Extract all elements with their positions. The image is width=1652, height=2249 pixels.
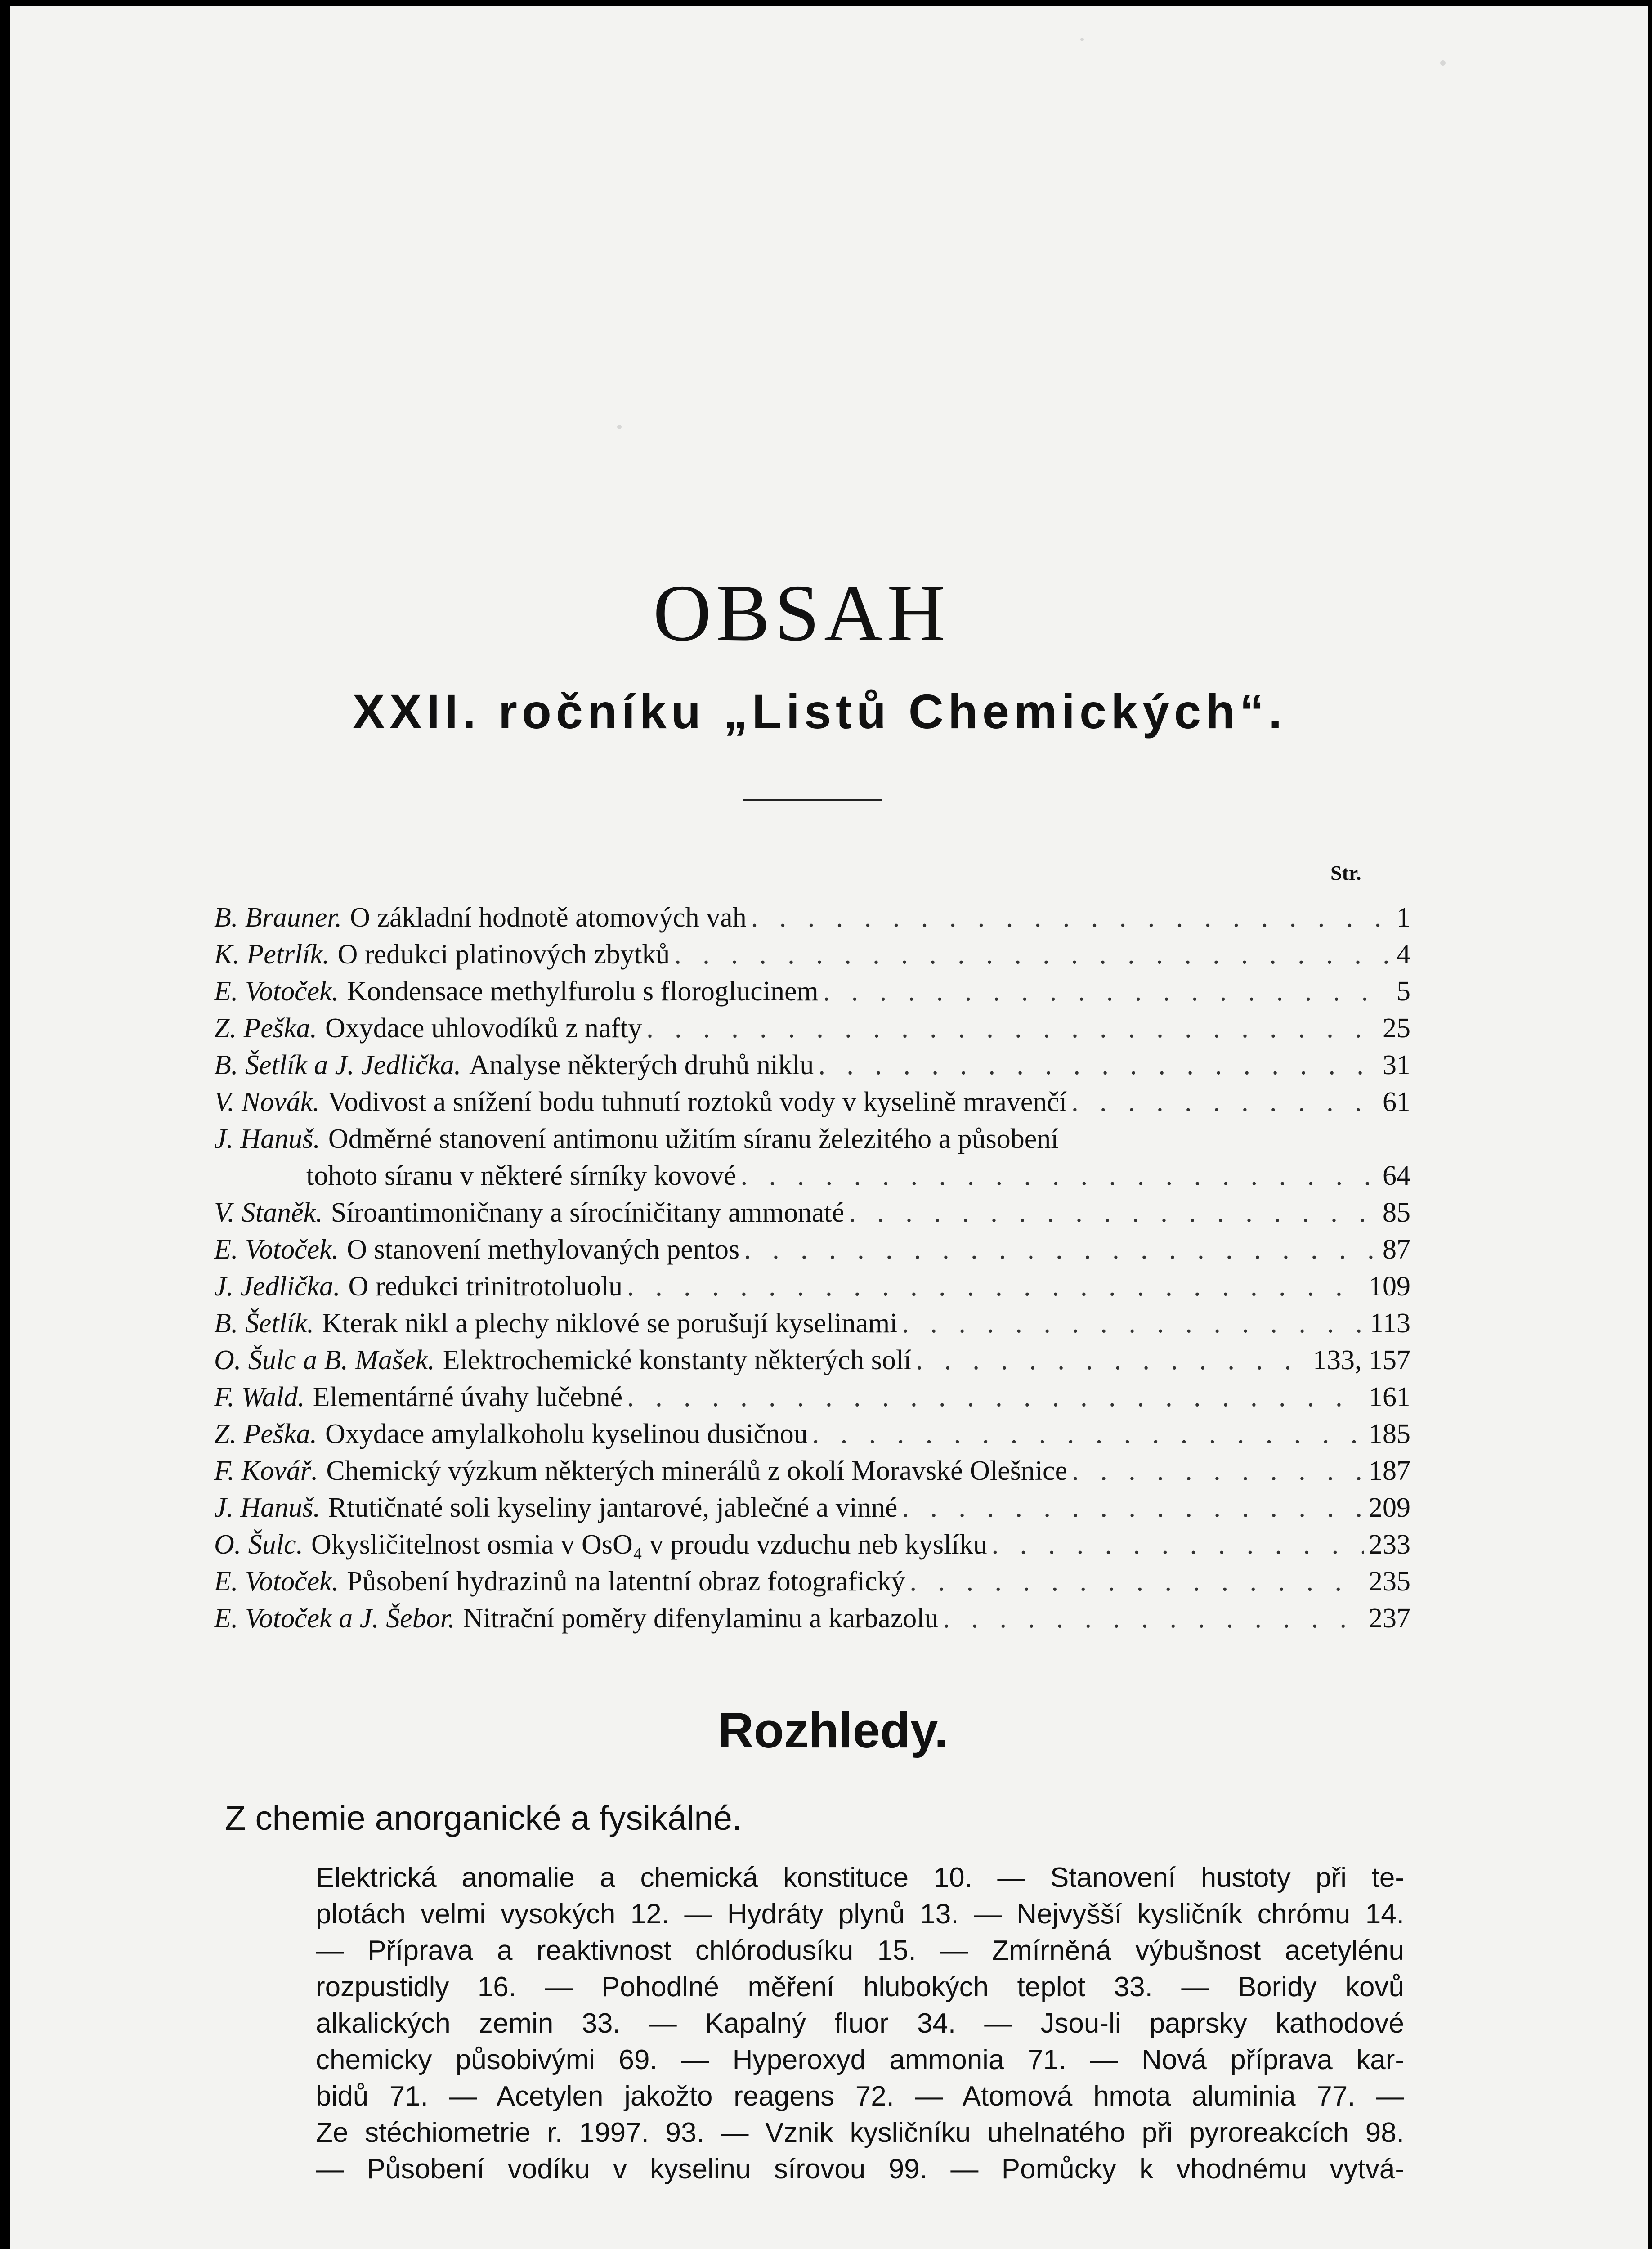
toc-entry xyxy=(214,1342,1410,1379)
toc-entry xyxy=(214,1084,1410,1120)
toc-title: Analyse některých druhů niklu xyxy=(469,1050,814,1080)
toc-title: O základní hodnotě atomových vah xyxy=(350,902,747,933)
toc-leader-dots xyxy=(744,1231,1378,1268)
toc-leader-dots xyxy=(812,1416,1364,1452)
scan-speck xyxy=(1080,38,1084,41)
toc-author: E. Votoček a J. Šebor. xyxy=(214,1603,455,1634)
toc-leader-dots xyxy=(627,1379,1364,1416)
toc-title-continuation: tohoto síranu v některé sírníky kovové xyxy=(306,1160,736,1191)
toc-title: Oxydace amylalkoholu kyselinou dusičnou xyxy=(325,1419,808,1449)
toc-author: E. Votoček. xyxy=(214,1234,339,1265)
toc-author: J. Hanuš. xyxy=(214,1124,320,1154)
toc-page-number: 235 xyxy=(1369,1566,1410,1597)
toc-leader-dots xyxy=(1072,1452,1364,1489)
toc-title: Elektrochemické konstanty některých solí xyxy=(443,1345,912,1375)
toc-page-number: 161 xyxy=(1369,1382,1410,1412)
toc-title: Síroantimoničnany a sírocíničitany ammonaté xyxy=(331,1197,845,1228)
toc-page-number: 109 xyxy=(1369,1271,1410,1302)
toc-author: V. Novák. xyxy=(214,1087,320,1117)
toc-author: F. Wald. xyxy=(214,1382,305,1412)
paragraph-line: plotách velmi vysokých 12. — Hydráty plynů 13. — Nejvyšší kysličník chrómu 14. xyxy=(316,1899,1404,1930)
toc-page-number: 61 xyxy=(1383,1087,1410,1117)
toc-leader-dots xyxy=(646,1010,1378,1047)
page-column-label: Str. xyxy=(1330,861,1361,884)
toc-leader-dots xyxy=(916,1342,1308,1379)
toc-page-number: 209 xyxy=(1369,1492,1410,1523)
toc-leader-dots xyxy=(902,1489,1364,1526)
toc-page-number: 85 xyxy=(1383,1197,1410,1228)
scan-speck xyxy=(1440,60,1446,66)
toc-title: O stanovení methylovaných pentos xyxy=(347,1234,740,1265)
toc-leader-dots xyxy=(674,936,1392,973)
toc-author: O. Šulc. xyxy=(214,1529,304,1560)
toc-entry xyxy=(214,899,1410,936)
paragraph-line: chemicky působivými 69. — Hyperoxyd ammonia 71. — Nová příprava kar- xyxy=(316,2044,1404,2075)
toc-entry xyxy=(214,1047,1410,1084)
paragraph-line: — Příprava a reaktivnost chlórodusíku 15. — Zmírněná výbušnost acetylénu xyxy=(316,1935,1404,1966)
toc-title: Nitrační poměry difenylaminu a karbazolu xyxy=(463,1603,939,1634)
toc-title: Okysličitelnost osmia v OsO₄ v proudu vzduchu neb kyslíku xyxy=(311,1529,987,1560)
paragraph-line: — Působení vodíku v kyselinu sírovou 99. — Pomůcky k vhodnému vytvá- xyxy=(316,2154,1404,2185)
toc-author: K. Petrlík. xyxy=(214,939,330,970)
toc-leader-dots xyxy=(1071,1084,1378,1120)
toc-page-number: 5 xyxy=(1397,976,1410,1007)
toc-author: J. Jedlička. xyxy=(214,1271,340,1302)
scan-speck xyxy=(617,425,622,429)
toc-title: Vodivost a snížení bodu tuhnutí roztoků vody v kyselině mravenčí xyxy=(327,1087,1067,1117)
title-divider xyxy=(743,799,882,801)
page-title: OBSAH xyxy=(653,568,950,658)
toc-author: O. Šulc a B. Mašek. xyxy=(214,1345,435,1375)
page-subtitle: XXII. ročníku „Listů Chemických“. xyxy=(352,684,1287,739)
toc-author: B. Šetlík. xyxy=(214,1308,314,1339)
toc-title: Kondensace methylfurolu s floroglucinem xyxy=(347,976,819,1007)
toc-entry xyxy=(214,1416,1410,1452)
toc-leader-dots xyxy=(902,1305,1365,1342)
section-subheading: Z chemie anorganické a fysikálné. xyxy=(225,1799,742,1837)
paragraph-line: Elektrická anomalie a chemická konstituce 10. — Stanovení hustoty při te- xyxy=(316,1862,1404,1893)
toc-entry xyxy=(214,1452,1410,1489)
toc-leader-dots xyxy=(943,1600,1364,1637)
toc-page-number: 64 xyxy=(1383,1160,1410,1191)
toc-leader-dots xyxy=(741,1157,1378,1194)
toc-title: O redukci trinitrotoluolu xyxy=(348,1271,623,1302)
toc-leader-dots xyxy=(627,1268,1364,1305)
toc-entry xyxy=(214,1268,1410,1305)
toc-author: V. Staněk. xyxy=(214,1197,323,1228)
toc-author: Z. Peška. xyxy=(214,1419,318,1449)
toc-title: Rtutičnaté soli kyseliny jantarové, jablečné a vinné xyxy=(328,1492,898,1523)
toc-entry xyxy=(214,1600,1410,1637)
toc-author: F. Kovář. xyxy=(214,1456,318,1486)
toc-page-number: 1 xyxy=(1397,902,1410,933)
toc-page-number: 237 xyxy=(1369,1603,1410,1634)
toc-leader-dots xyxy=(818,1047,1378,1084)
toc-entry xyxy=(214,1305,1410,1342)
toc-entry xyxy=(214,1120,1410,1157)
toc-page-number: 133, 157 xyxy=(1313,1345,1410,1375)
toc-page-number: 187 xyxy=(1369,1456,1410,1486)
paragraph-line: bidů 71. — Acetylen jakožto reagens 72. — Atomová hmota aluminia 77. — xyxy=(316,2081,1404,2112)
toc-author: E. Votoček. xyxy=(214,976,339,1007)
toc-leader-dots xyxy=(849,1194,1378,1231)
toc-entry xyxy=(214,1489,1410,1526)
toc-entry xyxy=(214,936,1410,973)
section-paragraph xyxy=(316,1859,1404,2187)
toc-leader-dots xyxy=(910,1563,1365,1600)
toc-entry xyxy=(214,1010,1410,1047)
toc-page-number: 25 xyxy=(1383,1013,1410,1044)
section-title: Rozhledy. xyxy=(718,1703,948,1758)
toc-page-number: 4 xyxy=(1397,939,1410,970)
paragraph-line: alkalických zemin 33. — Kapalný fluor 34. — Jsou-li paprsky kathodové xyxy=(316,2008,1404,2039)
toc-page-number: 113 xyxy=(1370,1308,1410,1339)
toc-page-number: 233 xyxy=(1369,1529,1410,1560)
toc-leader-dots xyxy=(992,1526,1364,1563)
toc-leader-dots xyxy=(823,973,1392,1010)
toc-author: Z. Peška. xyxy=(214,1013,318,1044)
toc-page-number: 185 xyxy=(1369,1419,1410,1449)
toc-entry xyxy=(214,1563,1410,1600)
toc-title: O redukci platinových zbytků xyxy=(337,939,670,970)
toc-entry xyxy=(214,1194,1410,1231)
toc-title: Oxydace uhlovodíků z nafty xyxy=(325,1013,642,1044)
toc-page-number: 87 xyxy=(1383,1234,1410,1265)
toc-entry xyxy=(214,1379,1410,1416)
toc-entry xyxy=(214,1526,1410,1563)
document-page xyxy=(10,6,1648,2249)
paragraph-line: Ze stéchiometrie r. 1997. 93. — Vznik kysličníku uhelnatého při pyroreakcích 98. xyxy=(316,2117,1404,2148)
toc-title: Chemický výzkum některých minerálů z okolí Moravské Olešnice xyxy=(326,1456,1068,1486)
toc-entry-continuation xyxy=(214,1157,1410,1194)
toc-title: Odměrné stanovení antimonu užitím síranu železitého a působení xyxy=(328,1124,1059,1154)
toc-author: B. Brauner. xyxy=(214,902,342,933)
toc-author: J. Hanuš. xyxy=(214,1492,320,1523)
toc-leader-dots xyxy=(751,899,1392,936)
table-of-contents xyxy=(214,899,1410,1637)
toc-title: Působení hydrazinů na latentní obraz fotografický xyxy=(347,1566,905,1597)
toc-author: E. Votoček. xyxy=(214,1566,339,1597)
toc-title: Elementárné úvahy lučebné xyxy=(313,1382,623,1412)
toc-entry xyxy=(214,1231,1410,1268)
toc-entry xyxy=(214,973,1410,1010)
toc-title: Kterak nikl a plechy niklové se porušují kyselinami xyxy=(322,1308,898,1339)
toc-page-number: 31 xyxy=(1383,1050,1410,1080)
paragraph-line: rozpustidly 16. — Pohodlné měření hlubokých teplot 33. — Boridy kovů xyxy=(316,1971,1404,2003)
toc-author: B. Šetlík a J. Jedlička. xyxy=(214,1050,461,1080)
